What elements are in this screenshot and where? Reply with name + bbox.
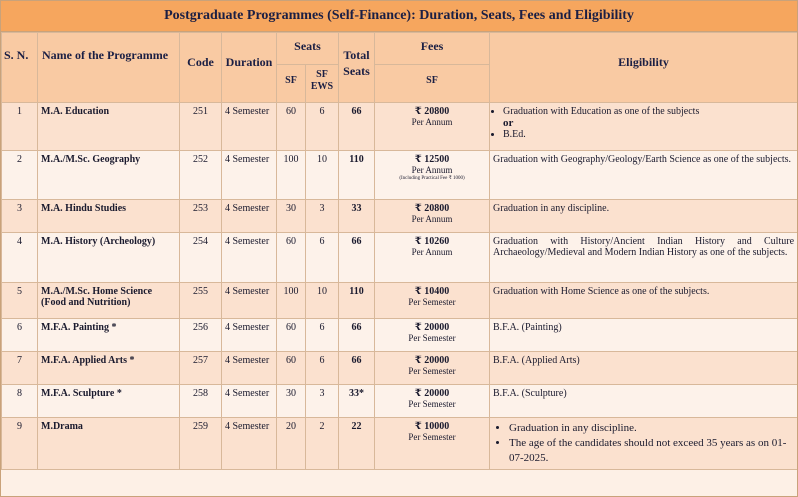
- cell-eligibility: [490, 103, 798, 151]
- cell-name: M.F.A. Sculpture *: [38, 385, 180, 418]
- cell-fee: [375, 233, 490, 283]
- cell-total: 110: [339, 283, 375, 319]
- cell-sn: 6: [2, 319, 38, 352]
- fee-amount: ₹ 10260: [414, 236, 450, 247]
- cell-total: 66: [339, 319, 375, 352]
- cell-sf: 30: [277, 200, 306, 233]
- cell-ews: 10: [306, 151, 339, 200]
- fee-period: Per Semester: [408, 333, 456, 343]
- cell-code: 252: [180, 151, 222, 200]
- fee-amount: ₹ 20800: [414, 203, 450, 214]
- header-name: Name of the Programme: [38, 33, 180, 103]
- cell-eligibility: B.F.A. (Painting): [490, 319, 798, 352]
- cell-fee: [375, 418, 490, 470]
- cell-sf: 60: [277, 352, 306, 385]
- cell-fee: [375, 283, 490, 319]
- cell-code: 253: [180, 200, 222, 233]
- cell-eligibility: Graduation with History/Ancient Indian History and Culture Archaeology/Medieval and Modern Indian History as one of the subjects.: [490, 233, 798, 283]
- fee-amount: ₹ 10400: [414, 286, 450, 297]
- fee-period: Per Semester: [408, 432, 456, 442]
- table-row: [2, 352, 798, 385]
- cell-eligibility: Graduation with Home Science as one of the subjects.: [490, 283, 798, 319]
- cell-duration: 4 Semester: [222, 233, 277, 283]
- cell-code: 255: [180, 283, 222, 319]
- cell-sf: 100: [277, 283, 306, 319]
- cell-sn: 8: [2, 385, 38, 418]
- cell-sf: 30: [277, 385, 306, 418]
- cell-code: 259: [180, 418, 222, 470]
- header-seats: Seats: [277, 33, 339, 65]
- header-code: Code: [180, 33, 222, 103]
- cell-eligibility: B.F.A. (Applied Arts): [490, 352, 798, 385]
- cell-name: M.F.A. Applied Arts *: [38, 352, 180, 385]
- cell-eligibility: [490, 418, 798, 470]
- cell-eligibility: Graduation in any discipline.: [490, 200, 798, 233]
- cell-name: M.A. History (Archeology): [38, 233, 180, 283]
- cell-duration: 4 Semester: [222, 319, 277, 352]
- cell-name: M.F.A. Painting *: [38, 319, 180, 352]
- cell-sn: 5: [2, 283, 38, 319]
- header-total-seats: Total Seats: [339, 33, 375, 103]
- cell-code: 256: [180, 319, 222, 352]
- cell-duration: 4 Semester: [222, 151, 277, 200]
- cell-duration: 4 Semester: [222, 283, 277, 319]
- fee-period: Per Annum: [411, 117, 453, 127]
- cell-duration: 4 Semester: [222, 103, 277, 151]
- cell-sf: 60: [277, 319, 306, 352]
- cell-sn: 2: [2, 151, 38, 200]
- cell-ews: 6: [306, 233, 339, 283]
- eligibility-item: • B.Ed.: [503, 129, 794, 140]
- header-fees: Fees: [375, 33, 490, 65]
- fee-period: Per Semester: [408, 366, 456, 376]
- fee-period: Per Semester: [408, 399, 456, 409]
- eligibility-or: or: [503, 117, 514, 129]
- cell-total: 66: [339, 103, 375, 151]
- cell-fee: [375, 319, 490, 352]
- cell-ews: 6: [306, 352, 339, 385]
- cell-fee: [375, 385, 490, 418]
- cell-sn: 9: [2, 418, 38, 470]
- cell-code: 257: [180, 352, 222, 385]
- cell-code: 258: [180, 385, 222, 418]
- fee-amount: ₹ 10000: [414, 421, 450, 432]
- programmes-table: [1, 32, 798, 470]
- cell-duration: 4 Semester: [222, 418, 277, 470]
- header-duration: Duration: [222, 33, 277, 103]
- header-sf: SF: [277, 65, 306, 103]
- cell-name: M.Drama: [38, 418, 180, 470]
- table-row: [2, 233, 798, 283]
- fee-amount: ₹ 20000: [414, 322, 450, 333]
- header-fees-sf: SF: [375, 65, 490, 103]
- cell-name: M.A./M.Sc. Home Science (Food and Nutrition): [38, 283, 180, 319]
- eligibility-item: • The age of the candidates should not exceed 35 years as on 01-07-2025.: [509, 436, 794, 466]
- cell-sn: 3: [2, 200, 38, 233]
- cell-sf: 100: [277, 151, 306, 200]
- cell-name: M.A./M.Sc. Geography: [38, 151, 180, 200]
- cell-total: 66: [339, 352, 375, 385]
- cell-code: 251: [180, 103, 222, 151]
- header-sn: S. N.: [2, 33, 38, 103]
- cell-sf: 60: [277, 233, 306, 283]
- cell-ews: 3: [306, 200, 339, 233]
- cell-eligibility: Graduation with Geography/Geology/Earth Science as one of the subjects.: [490, 151, 798, 200]
- cell-sn: 7: [2, 352, 38, 385]
- table-row: [2, 283, 798, 319]
- table-row: [2, 418, 798, 470]
- table-row: [2, 103, 798, 151]
- page-title: Postgraduate Programmes (Self-Finance): Duration, Seats, Fees and Eligibility: [1, 1, 797, 32]
- cell-ews: 6: [306, 319, 339, 352]
- cell-duration: 4 Semester: [222, 352, 277, 385]
- cell-eligibility: B.F.A. (Sculpture): [490, 385, 798, 418]
- cell-sn: 1: [2, 103, 38, 151]
- fee-amount: ₹ 20800: [414, 106, 450, 117]
- fee-amount: ₹ 20000: [414, 355, 450, 366]
- table-row: [2, 200, 798, 233]
- eligibility-item: • Graduation in any discipline.: [509, 421, 794, 436]
- cell-total: 33*: [339, 385, 375, 418]
- cell-sf: 60: [277, 103, 306, 151]
- cell-fee: [375, 103, 490, 151]
- cell-total: 33: [339, 200, 375, 233]
- header-eligibility: Eligibility: [490, 33, 798, 103]
- fee-period: Per Semester: [408, 297, 456, 307]
- cell-total: 110: [339, 151, 375, 200]
- fee-period: Per Annum: [411, 165, 453, 175]
- cell-total: 22: [339, 418, 375, 470]
- cell-duration: 4 Semester: [222, 200, 277, 233]
- cell-sn: 4: [2, 233, 38, 283]
- fee-amount: ₹ 12500: [414, 154, 450, 165]
- fee-period: Per Annum: [411, 214, 453, 224]
- cell-ews: 2: [306, 418, 339, 470]
- eligibility-item: • Graduation with Education as one of the subjects: [503, 106, 794, 117]
- cell-name: M.A. Education: [38, 103, 180, 151]
- table-row: [2, 385, 798, 418]
- cell-fee: [375, 352, 490, 385]
- header-sf-ews: SF EWS: [306, 65, 339, 103]
- table-row: [2, 151, 798, 200]
- cell-name: M.A. Hindu Studies: [38, 200, 180, 233]
- table-row: [2, 319, 798, 352]
- fee-note: (Including Practical Fee ₹ 1000): [399, 176, 465, 181]
- cell-duration: 4 Semester: [222, 385, 277, 418]
- cell-ews: 6: [306, 103, 339, 151]
- cell-total: 66: [339, 233, 375, 283]
- cell-sf: 20: [277, 418, 306, 470]
- cell-fee: [375, 151, 490, 200]
- cell-code: 254: [180, 233, 222, 283]
- cell-fee: [375, 200, 490, 233]
- cell-ews: 10: [306, 283, 339, 319]
- fee-period: Per Annum: [411, 247, 453, 257]
- fee-amount: ₹ 20000: [414, 388, 450, 399]
- cell-ews: 3: [306, 385, 339, 418]
